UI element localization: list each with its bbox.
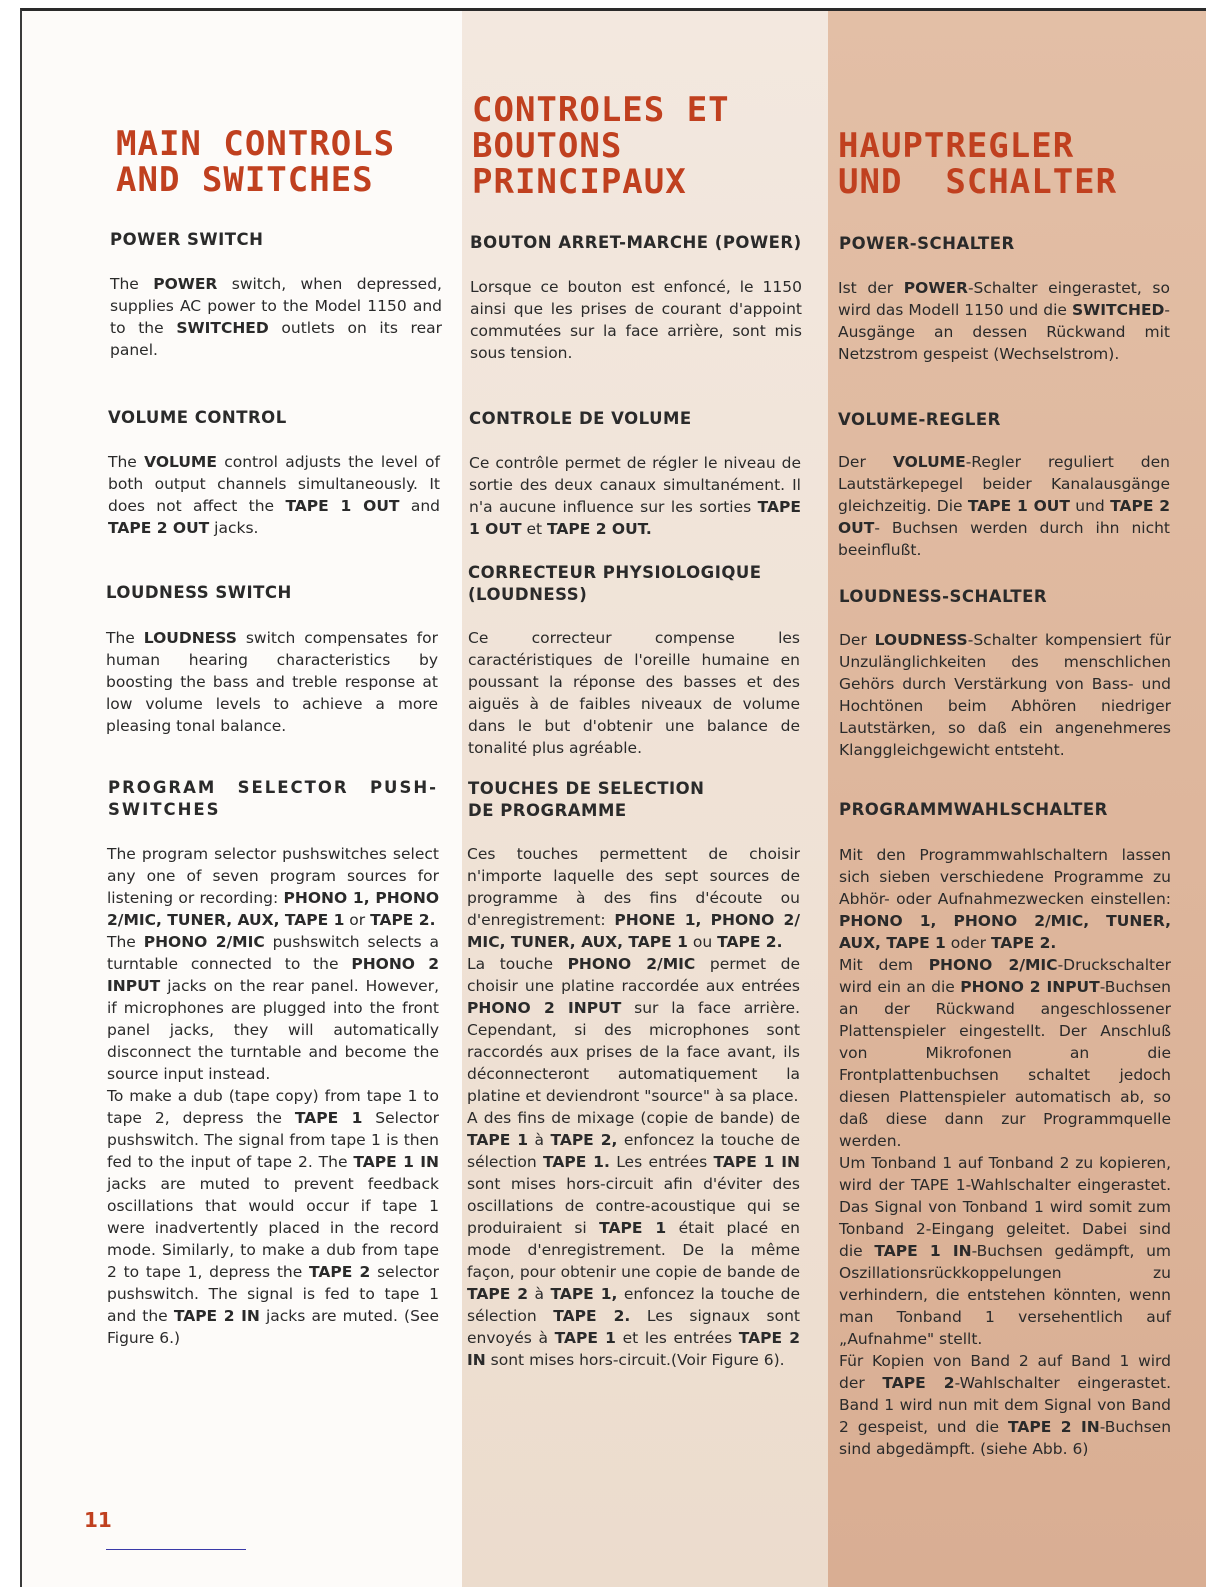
heading-power-switch: POWER SWITCH: [110, 230, 264, 249]
heading-bouton-arret-marche: BOUTON ARRET-MARCHE (POWER): [470, 233, 802, 252]
heading-loudness-switch: LOUDNESS SWITCH: [106, 583, 292, 602]
text-loudness-switch: The LOUDNESS switch compensates for human hearing characteristics by boosting the bass and treble response at low volume levels to achieve a more pleasing tonal balance.: [106, 629, 438, 735]
heading-loudness-schalter: LOUDNESS-SCHALTER: [839, 587, 1048, 606]
text-power-schalter: Ist der POWER-Schalter eingerastet, so wird das Modell 1150 und die SWITCHED-Ausgänge an dessen Rückwand mit Netzstrom gespeist (Wechselstrom).: [838, 279, 1170, 363]
text-power-switch: The POWER switch, when depressed, supplies AC power to the Model 1150 and to the SWITCHED outlets on its rear panel.: [110, 275, 443, 359]
footer-rule: [106, 1549, 246, 1550]
text-loudness-schalter: Der LOUDNESS-Schalter kompensiert für Unzulänglichkeiten des menschlichen Gehörs durch Verstärkung von Bass- und Hochtönen beim Abhören niedriger Lautstärken, so daß ein angenehmeres Klanggleichgewicht entsteht.: [839, 631, 1171, 759]
heading-program-selector: PROGRAM SELECTOR PUSH-SWITCHES: [108, 778, 438, 819]
heading-controle-volume: CONTROLE DE VOLUME: [469, 409, 692, 428]
text-volume-regler: Der VOLUME-Regler reguliert den Lautstärkepegel beider Kanalausgänge gleichzeitig. Die TAPE 1 OUT und TAPE 2 OUT- Buchsen werden durch ihn nicht beeinflußt.: [838, 453, 1171, 559]
heading-touches-selection: TOUCHES DE SELECTION DE PROGRAMME: [468, 779, 705, 820]
page-number: 11: [84, 1508, 112, 1532]
text-bouton-arret-marche: Lorsque ce bouton est enfoncé, le 1150 ainsi que les prises de courant d'appoint commutées sur la face arrière, sont mis sous tension.: [470, 278, 802, 362]
text-volume-control: The VOLUME control adjusts the level of both output channels simultaneously. It does not affect the TAPE 1 OUT and TAPE 2 OUT jacks.: [108, 453, 441, 537]
text-programmwahlschalter: Mit den Programmwahlschaltern lassen sich sieben verschiedene Programme zu Abhör- oder Aufnahmezwecken einstellen: PHONO 1, PHONO 2/MIC, TUNER, AUX, TAPE 1 oder TAPE 2. Mit dem PHONO 2/MIC-Druckschalter wird ein an die PHONO 2 INPUT-Buchsen an der Rückwand angeschlossener Plattenspieler eingestellt. Der Anschluß von Mikrofonen an die Frontplattenbuchsen schaltet jedoch diesen Plattenspieler automatisch ab, so daß diese dann zur Programmquelle werden. Um Tonband 1 auf Tonband 2 zu kopieren, wird der TAPE 1-Wahlschalter eingerastet. Das Signal von Tonband 1 wird somit zum Tonband 2-Eingang geleitet. Dabei sind die TAPE 1 IN-Buchsen gedämpft, um Oszillationsrückkoppelungen zu verhindern, die entstehen könnten, wenn man Tonband 1 versehentlich auf „Aufnahme" stellt. Für Kopien von Band 2 auf Band 1 wird der TAPE 2-Wahlschalter eingerastet. Band 1 wird nun mit dem Signal von Band 2 gespeist, und die TAPE 2 IN-Buchsen sind abgedämpft. (siehe Abb. 6): [839, 846, 1172, 1458]
title-german: HAUPTREGLER UND SCHALTER: [838, 126, 1118, 202]
heading-volume-regler: VOLUME-REGLER: [838, 410, 1001, 429]
text-controle-volume: Ce contrôle permet de régler le niveau de sortie des deux canaux simultanément. Il n'a aucune influence sur les sorties TAPE 1 OUT et TAPE 2 OUT.: [469, 454, 801, 538]
title-english: MAIN CONTROLS AND SWITCHES: [116, 124, 396, 200]
heading-correcteur-physiologique: CORRECTEUR PHYSIOLOGIQUE (LOUDNESS): [468, 563, 762, 604]
text-touches-selection: Ces touches permettent de choisir n'importe laquelle des sept sources de programme à des fins d'écoute ou d'enregistrement: PHONE 1, PHONO 2/ MIC, TUNER, AUX, TAPE 1 ou TAPE 2. La touche PHONO 2/MIC permet de choisir une platine raccordée aux entrées PHONO 2 INPUT sur la face arrière. Cependant, si des microphones sont raccordés aux prises de la face avant, ils déconnecteront automatiquement la platine et deviendront "source" à sa place. A des fins de mixage (copie de bande) de TAPE 1 à TAPE 2, enfoncez la touche de sélection TAPE 1. Les entrées TAPE 1 IN sont mises hors-circuit afin d'éviter des oscillations de contre-acoustique qui se produiraient si TAPE 1 était placé en mode d'enregistrement. De la même façon, pour obtenir une copie de bande de TAPE 2 à TAPE 1, enfoncez la touche de sélection TAPE 2. Les signaux sont envoyés à TAPE 1 et les entrées TAPE 2 IN sont mises hors-circuit.(Voir Figure 6).: [467, 845, 801, 1369]
title-french: CONTROLES ET BOUTONS PRINCIPAUX: [472, 90, 730, 202]
heading-volume-control: VOLUME CONTROL: [108, 408, 287, 427]
heading-power-schalter: POWER-SCHALTER: [839, 234, 1015, 253]
heading-programmwahlschalter: PROGRAMMWAHLSCHALTER: [839, 800, 1108, 819]
text-correcteur-physiologique: Ce correcteur compense les caractéristiques de l'oreille humaine en poussant la réponse des basses et des aiguës à de faibles niveaux de volume dans le but d'obtenir une balance de tonalité plus agréable.: [468, 629, 800, 757]
text-program-selector: The program selector pushswitches select any one of seven program sources for listening or recording: PHONO 1, PHONO 2/MIC, TUNER, AUX, TAPE 1 or TAPE 2. The PHONO 2/MIC pushswitch selects a turntable connected to the PHONO 2 INPUT jacks on the rear panel. However, if microphones are plugged into the front panel jacks, they will automatically disconnect the turntable and become the source input instead. To make a dub (tape copy) from tape 1 to tape 2, depress the TAPE 1 Selector pushswitch. The signal from tape 1 is then fed to the input of tape 2. The TAPE 1 IN jacks are muted to prevent feedback oscillations that would occur if tape 1 were inadvertently placed in the record mode. Similarly, to make a dub from tape 2 to tape 1, depress the TAPE 2 selector pushswitch. The signal is fed to tape 1 and the TAPE 2 IN jacks are muted. (See Figure 6.): [107, 845, 440, 1347]
